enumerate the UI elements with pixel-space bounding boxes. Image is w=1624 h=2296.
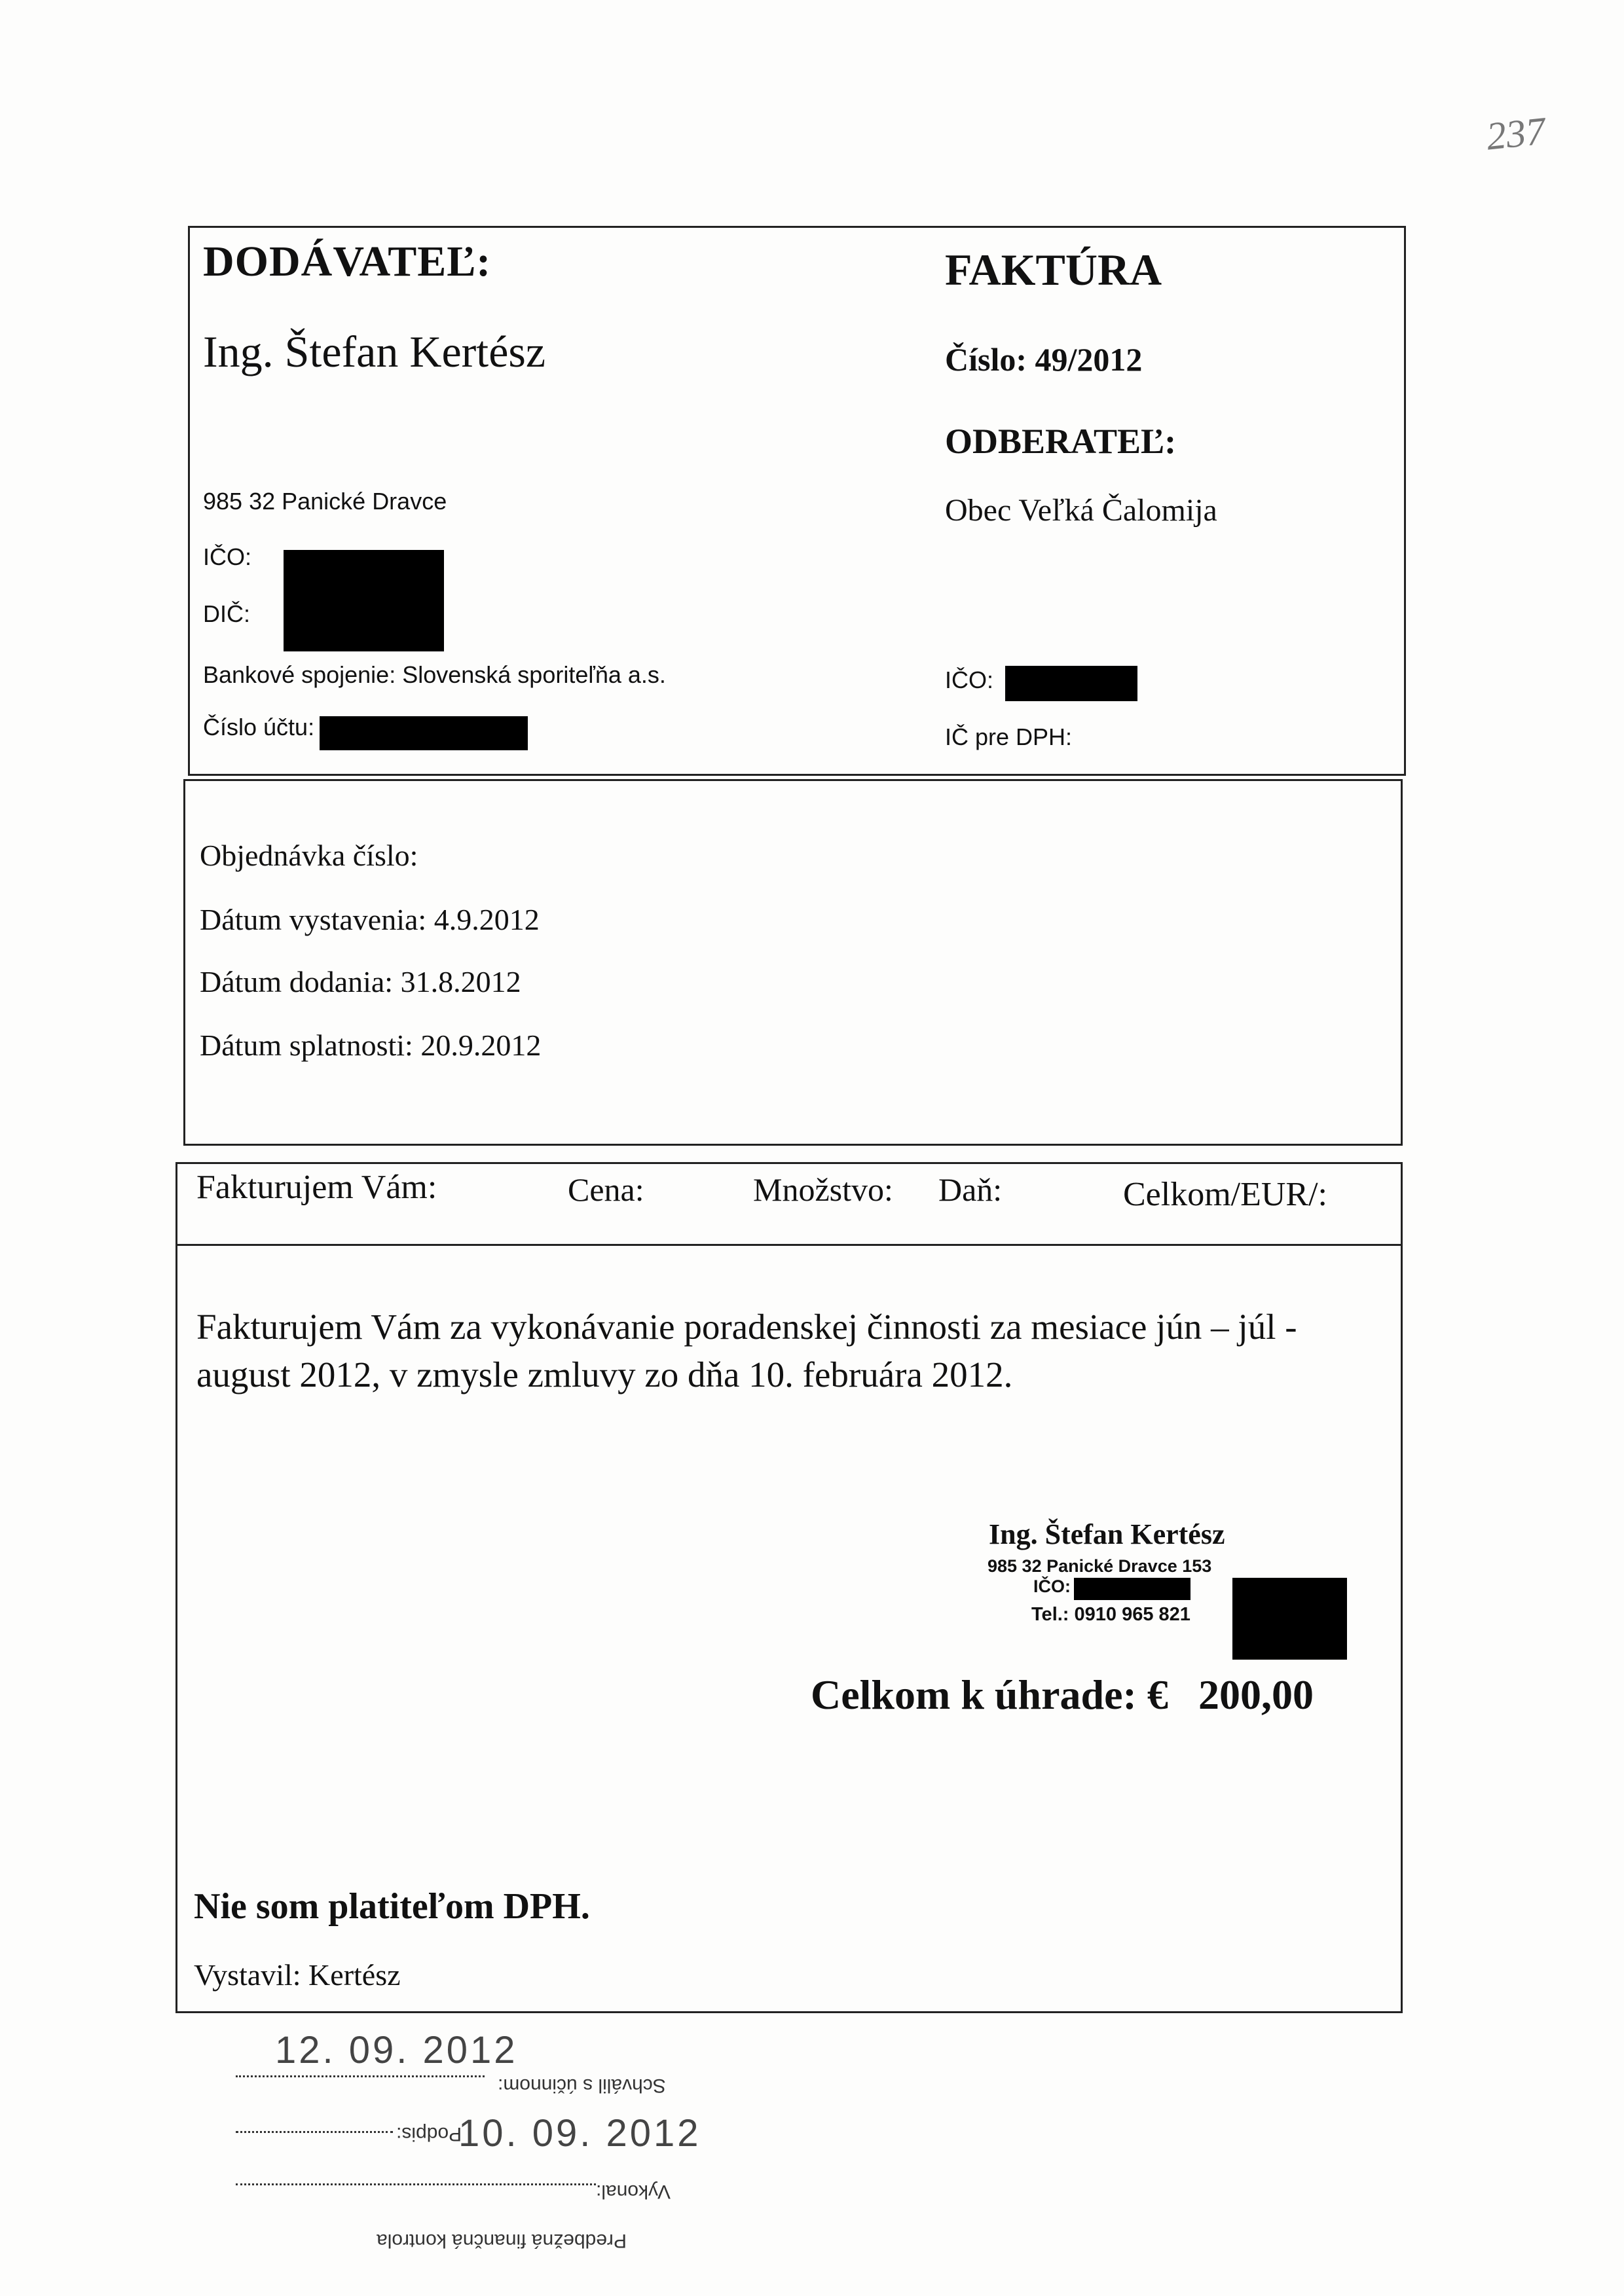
receipt-label-approved: Schválil s účinnom: (498, 2075, 666, 2096)
customer-ico-label: IČO: (945, 666, 994, 693)
table-header-divider (175, 1244, 1403, 1246)
stamp-address: 985 32 Panické Dravce 153 (987, 1556, 1212, 1576)
customer-name: Obec Veľká Čalomija (945, 493, 1217, 528)
receipt-label-signature: Podpis: (396, 2123, 462, 2145)
stamp-name: Ing. Štefan Kertész (989, 1518, 1225, 1550)
handwritten-page-number: 237 (1484, 109, 1548, 158)
receipt-date-2: 10. 09. 2012 (458, 2112, 701, 2155)
issued-by: Vystavil: Kertész (194, 1958, 401, 1992)
order-number: Objednávka číslo: (200, 839, 418, 872)
dates-box (183, 779, 1403, 1146)
header-tax: Daň: (938, 1171, 1003, 1208)
supplier-address: 985 32 Panické Dravce (203, 488, 447, 515)
description-line-2: august 2012, v zmysle zmluvy zo dňa 10. februára 2012. (196, 1355, 1013, 1394)
receipt-date-1: 12. 09. 2012 (275, 2029, 518, 2071)
header-total: Celkom/EUR/: (1123, 1176, 1327, 1213)
stamp-ico: IČO: (1033, 1576, 1071, 1596)
total-amount: 200,00 (1198, 1671, 1314, 1718)
supplier-account-label: Číslo účtu: (203, 714, 315, 740)
due-date: Dátum splatnosti: 20.9.2012 (200, 1029, 542, 1062)
dotted-line-3 (236, 2183, 596, 2185)
receipt-stamp-caption: Predbežná finančná kontrola (377, 2230, 627, 2251)
header-quantity: Množstvo: (753, 1171, 893, 1208)
supplier-heading: DODÁVATEĽ: (203, 238, 492, 285)
supplier-bank: Bankové spojenie: Slovenská sporiteľňa a.s. (203, 661, 666, 688)
redaction-supplier-ids (284, 550, 444, 651)
dotted-line-2 (236, 2131, 393, 2133)
receipt-label-executed: Vykonal: (596, 2181, 671, 2202)
dotted-line-1 (236, 2075, 485, 2077)
issue-date: Dátum vystavenia: 4.9.2012 (200, 903, 540, 936)
vat-note: Nie som platiteľom DPH. (194, 1886, 590, 1927)
redaction-account (320, 716, 528, 750)
header-item: Fakturujem Vám: (196, 1169, 437, 1206)
redaction-customer-ico (1005, 666, 1137, 701)
invoice-title: FAKTÚRA (945, 245, 1162, 295)
description-line-1: Fakturujem Vám za vykonávanie poradenskej činnosti za mesiace jún – júl - (196, 1307, 1297, 1347)
delivery-date: Dátum dodania: 31.8.2012 (200, 965, 521, 998)
redaction-signature (1232, 1578, 1347, 1660)
customer-vat-label: IČ pre DPH: (945, 723, 1073, 750)
stamp-phone: Tel.: 0910 965 821 (1031, 1604, 1190, 1625)
invoice-number: Číslo: 49/2012 (945, 341, 1143, 378)
supplier-ico-label: IČO: (203, 543, 252, 570)
header-price: Cena: (568, 1171, 644, 1208)
total-label: Celkom k úhrade: € (811, 1671, 1168, 1718)
supplier-dic-label: DIČ: (203, 600, 250, 627)
supplier-name: Ing. Štefan Kertész (203, 327, 546, 376)
redaction-stamp-ico (1074, 1578, 1190, 1600)
customer-heading: ODBERATEĽ: (945, 422, 1177, 461)
